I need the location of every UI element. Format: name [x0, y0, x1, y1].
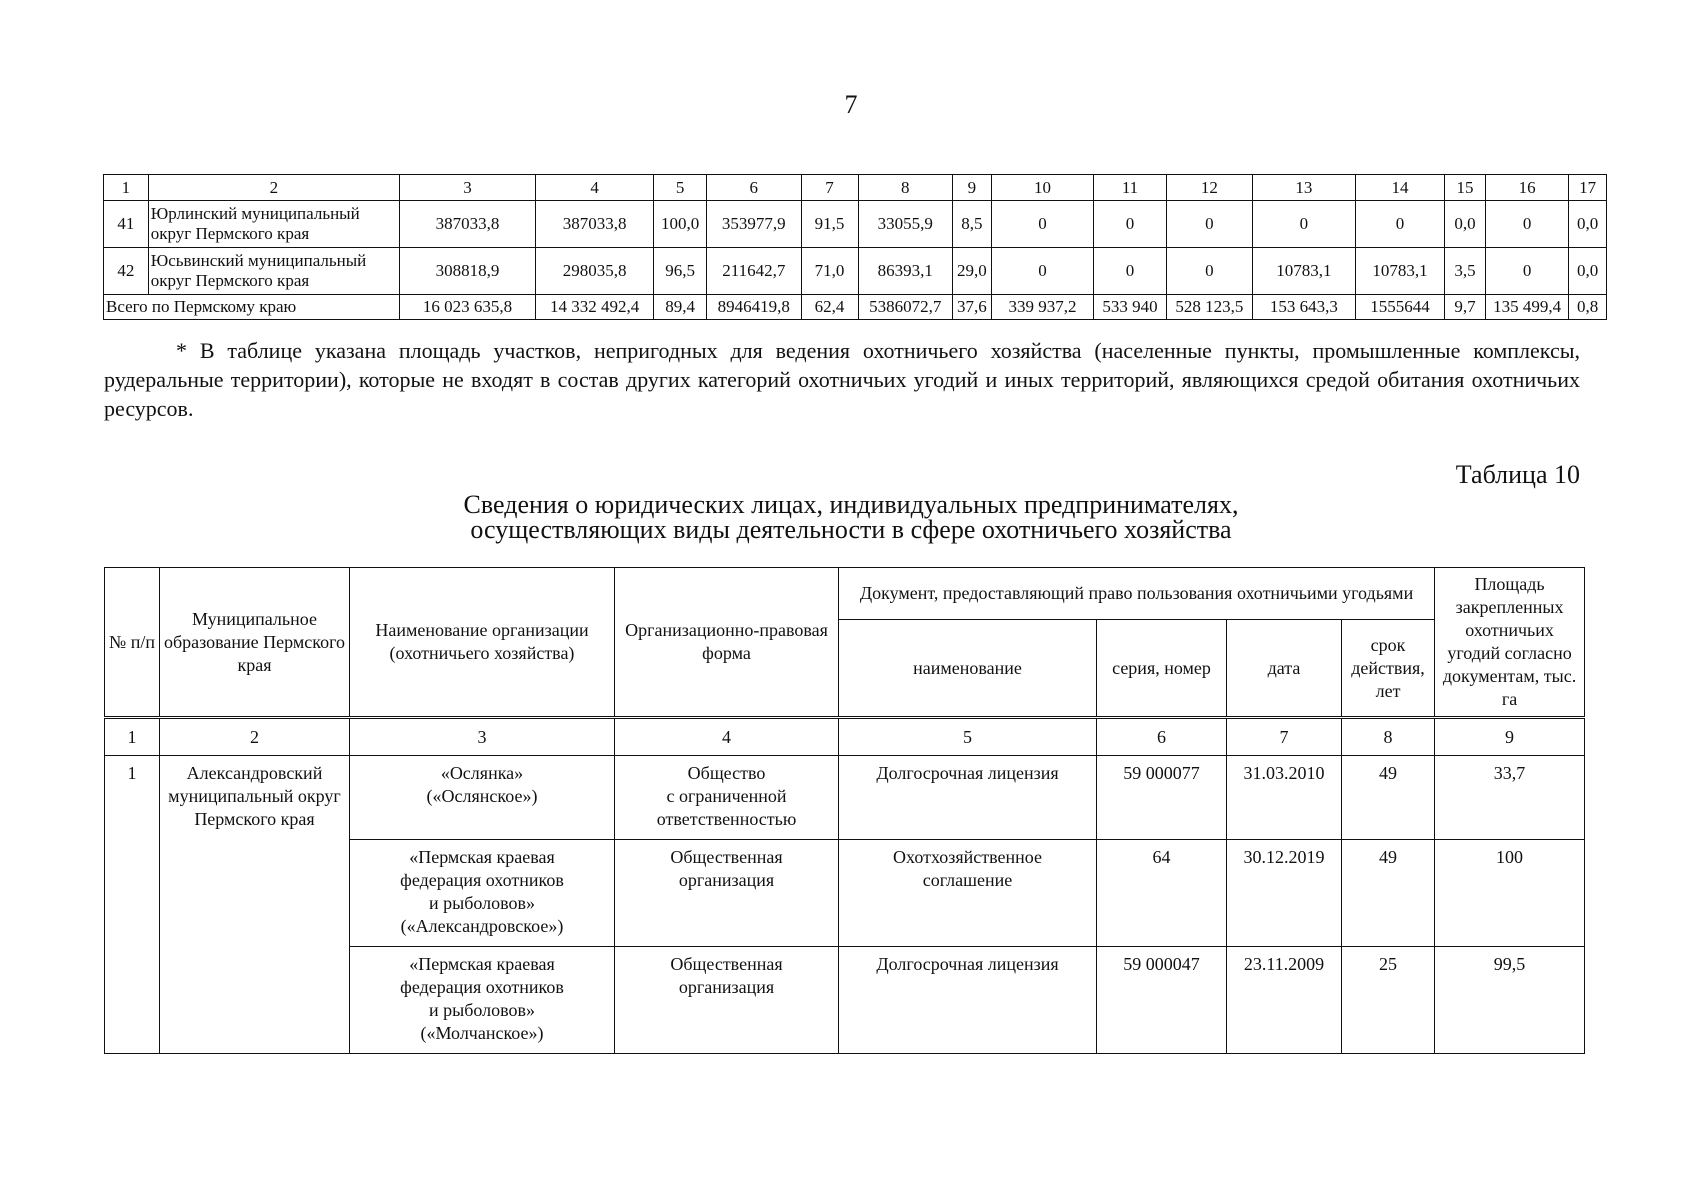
- column-number: 3: [350, 718, 615, 756]
- column-number: 3: [399, 175, 535, 201]
- column-number: 5: [654, 175, 707, 201]
- legal-form: [615, 840, 839, 947]
- table-number: Таблица 10: [1455, 460, 1580, 489]
- header-document-group: Документ, предоставляющий право пользования охотничьими угодьями: [839, 568, 1435, 620]
- organization-name-line: «Пермская краевая: [409, 847, 555, 867]
- table-cell: 0: [1485, 248, 1568, 295]
- total-cell: 5386072,7: [858, 295, 953, 320]
- total-cell: 528 123,5: [1166, 295, 1252, 320]
- header-doc-term: срок действия, лет: [1342, 620, 1435, 718]
- legal-form-line: Общественная: [670, 954, 783, 974]
- organization-name-line: («Молчанское»): [420, 1023, 544, 1043]
- table-cell: 0: [1485, 201, 1568, 248]
- column-number: 8: [858, 175, 953, 201]
- column-number-row: [104, 175, 1607, 201]
- legal-form-line: организация: [678, 977, 775, 997]
- organization-name-line: «Ослянка»: [440, 763, 524, 783]
- total-row: [104, 295, 1607, 320]
- column-number: 9: [953, 175, 992, 201]
- table-cell: 86393,1: [858, 248, 953, 295]
- hunting-area: 99,5: [1435, 947, 1585, 1054]
- footnote-text: * В таблице указана площадь участков, непригодных для ведения охотничьего хозяйства (населенные пункты, промышленные комплексы, рудеральные территории), которые не входят в состав других категорий охотничьих угодий и иных территорий, являющихся средой обитания охотничьих ресурсов.: [104, 338, 1580, 421]
- column-number: 16: [1485, 175, 1568, 201]
- document-date: 23.11.2009: [1227, 947, 1342, 1054]
- header-num: № п/п: [105, 568, 160, 718]
- legal-form: [615, 756, 839, 840]
- header-legal-form: Организационно-правовая форма: [615, 568, 839, 718]
- hunting-area: 100: [1435, 840, 1585, 947]
- document-term: 25: [1342, 947, 1435, 1054]
- table-cell: 0: [1253, 201, 1356, 248]
- table-cell: 0: [1094, 248, 1166, 295]
- table-cell: 298035,8: [536, 248, 654, 295]
- document-series: 64: [1097, 840, 1227, 947]
- table-cell: 211642,7: [707, 248, 802, 295]
- column-number: 14: [1355, 175, 1444, 201]
- column-number: 6: [1097, 718, 1227, 756]
- legal-form-line: Общество: [687, 763, 766, 783]
- total-cell: 37,6: [953, 295, 992, 320]
- header-doc-series: серия, номер: [1097, 620, 1227, 718]
- legal-form-line: Общественная: [670, 847, 783, 867]
- table-cell: 0: [1166, 248, 1252, 295]
- organization-name-line: федерация охотников: [400, 870, 564, 890]
- row-number: 41: [104, 201, 149, 248]
- table-cell: 71,0: [801, 248, 858, 295]
- row-number: 42: [104, 248, 149, 295]
- table-title-line: Сведения о юридических лицах, индивидуальных предпринимателях,: [463, 490, 1239, 519]
- municipality-name: Юрлинский муниципальный округ Пермского края: [148, 201, 399, 248]
- table-row: [104, 248, 1607, 295]
- column-number: 6: [707, 175, 802, 201]
- document-name-line: Долгосрочная лицензия: [876, 763, 1059, 783]
- total-cell: 62,4: [801, 295, 858, 320]
- total-cell: 8946419,8: [707, 295, 802, 320]
- column-number: 17: [1569, 175, 1607, 201]
- document-term: 49: [1342, 840, 1435, 947]
- organization-name: [350, 947, 615, 1054]
- header-area: Площадь закрепленных охотничьих угодий согласно документам, тыс. га: [1435, 568, 1585, 718]
- total-cell: 16 023 635,8: [399, 295, 535, 320]
- table-cell: 8,5: [953, 201, 992, 248]
- column-number: 5: [839, 718, 1097, 756]
- header-organization: Наименование организации (охотничьего хозяйства): [350, 568, 615, 718]
- municipality-name: Юсьвинский муниципальный округ Пермского края: [148, 248, 399, 295]
- total-cell: 9,7: [1445, 295, 1486, 320]
- table-cell: 91,5: [801, 201, 858, 248]
- table-cell: 308818,9: [399, 248, 535, 295]
- total-cell: 153 643,3: [1253, 295, 1356, 320]
- document-name-line: соглашение: [922, 870, 1013, 890]
- table-cell: 0: [1166, 201, 1252, 248]
- total-cell: 1555644: [1355, 295, 1444, 320]
- column-number: 1: [104, 175, 149, 201]
- column-number: 12: [1166, 175, 1252, 201]
- organization-name-line: федерация охотников: [400, 977, 564, 997]
- document-name-line: Охотхозяйственное: [893, 847, 1042, 867]
- column-number: 2: [160, 718, 350, 756]
- document-name-line: Долгосрочная лицензия: [876, 954, 1059, 974]
- table-cell: 33055,9: [858, 201, 953, 248]
- table-cell: 0,0: [1569, 201, 1607, 248]
- organization-name-line: «Пермская краевая: [409, 954, 555, 974]
- table-cell: 3,5: [1445, 248, 1486, 295]
- table-cell: 10783,1: [1253, 248, 1356, 295]
- header-doc-name: наименование: [839, 620, 1097, 718]
- table-title-line: осуществляющих виды деятельности в сфере охотничьего хозяйства: [470, 515, 1232, 544]
- header-doc-date: дата: [1227, 620, 1342, 718]
- column-number: 9: [1435, 718, 1585, 756]
- organizations-table: [104, 567, 1585, 1054]
- legal-form: [615, 947, 839, 1054]
- document-series: 59 000077: [1097, 756, 1227, 840]
- column-number: 7: [801, 175, 858, 201]
- header-row: [105, 568, 1585, 620]
- table-cell: 353977,9: [707, 201, 802, 248]
- column-number: 2: [148, 175, 399, 201]
- document-name: [839, 947, 1097, 1054]
- table-cell: 0,0: [1445, 201, 1486, 248]
- organization-name-line: («Александровское»): [400, 916, 564, 936]
- table-cell: 387033,8: [536, 201, 654, 248]
- total-cell: 14 332 492,4: [536, 295, 654, 320]
- table-row: [105, 756, 1585, 840]
- table-cell: 100,0: [654, 201, 707, 248]
- organization-name: [350, 840, 615, 947]
- table-cell: 0,0: [1569, 248, 1607, 295]
- total-label: Всего по Пермскому краю: [104, 295, 400, 320]
- document-name: [839, 756, 1097, 840]
- column-number: 8: [1342, 718, 1435, 756]
- column-number: 7: [1227, 718, 1342, 756]
- table-cell: 29,0: [953, 248, 992, 295]
- total-cell: 0,8: [1569, 295, 1607, 320]
- document-date: 30.12.2019: [1227, 840, 1342, 947]
- organization-name-line: и рыболовов»: [428, 1000, 535, 1020]
- column-number: 11: [1094, 175, 1166, 201]
- column-number: 13: [1253, 175, 1356, 201]
- document-date: 31.03.2010: [1227, 756, 1342, 840]
- total-cell: 135 499,4: [1485, 295, 1568, 320]
- table-cell: 10783,1: [1355, 248, 1444, 295]
- table-cell: 0: [1094, 201, 1166, 248]
- page-number: 7: [844, 90, 858, 119]
- hunting-area: 33,7: [1435, 756, 1585, 840]
- total-cell: 89,4: [654, 295, 707, 320]
- legal-form-line: организация: [678, 870, 775, 890]
- column-number: 4: [536, 175, 654, 201]
- footnote: [104, 336, 1580, 423]
- municipality-name: Александровский муниципальный округ Пермского края: [160, 756, 350, 1054]
- legal-form-line: с ограниченной: [666, 786, 787, 806]
- table-title: [0, 492, 1702, 542]
- table-cell: 96,5: [654, 248, 707, 295]
- table-cell: 387033,8: [399, 201, 535, 248]
- table-row: [104, 201, 1607, 248]
- organization-name-line: и рыболовов»: [428, 893, 535, 913]
- legal-form-line: ответственностью: [656, 809, 797, 829]
- document-name: [839, 840, 1097, 947]
- header-municipality: Муниципальное образование Пермского края: [160, 568, 350, 718]
- table-cell: 0: [1355, 201, 1444, 248]
- table-cell: 0: [991, 248, 1094, 295]
- document-term: 49: [1342, 756, 1435, 840]
- document-series: 59 000047: [1097, 947, 1227, 1054]
- organization-name: [350, 756, 615, 840]
- total-cell: 339 937,2: [991, 295, 1094, 320]
- organization-name-line: («Ослянское»): [426, 786, 538, 806]
- column-number: 10: [991, 175, 1094, 201]
- table-cell: 0: [991, 201, 1094, 248]
- continuation-table: [103, 174, 1607, 320]
- column-number: 4: [615, 718, 839, 756]
- column-number-row: [105, 718, 1585, 756]
- column-number: 15: [1445, 175, 1486, 201]
- column-number: 1: [105, 718, 160, 756]
- total-cell: 533 940: [1094, 295, 1166, 320]
- group-number: 1: [105, 756, 160, 1054]
